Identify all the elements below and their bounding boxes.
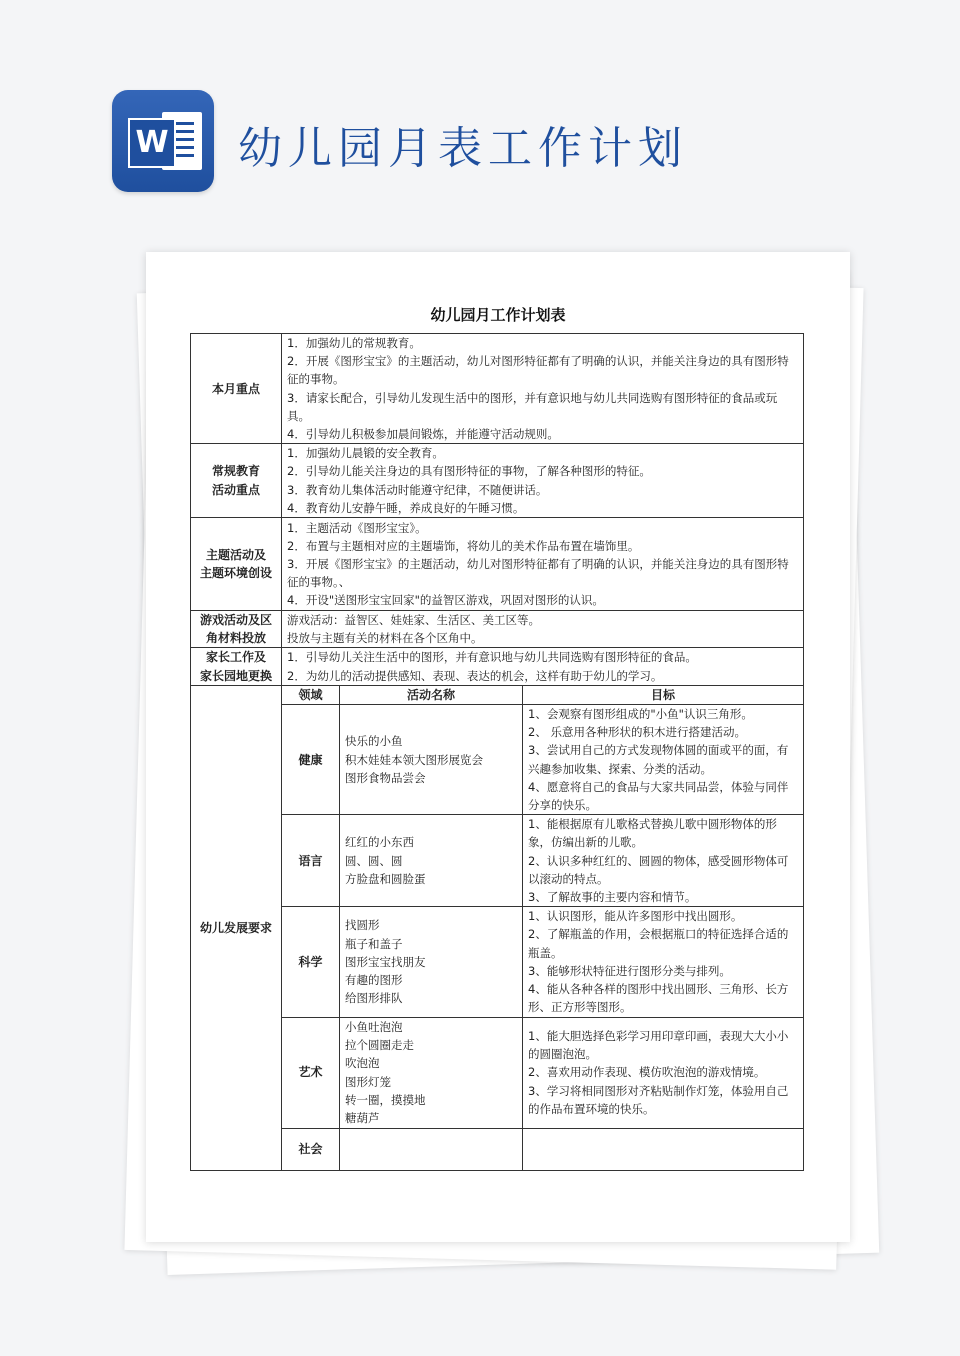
row-label: 家长工作及 家长园地更换 bbox=[191, 648, 282, 685]
goal-item: 1、认识图形，能从许多图形中找出圆形。 bbox=[528, 909, 743, 924]
document-title: 幼儿园月工作计划表 bbox=[430, 306, 566, 324]
row-content bbox=[282, 518, 804, 611]
activity-item: 小鱼吐泡泡 bbox=[345, 1019, 403, 1034]
domain-name: 科学 bbox=[282, 907, 340, 1017]
activity-item: 快乐的小鱼 bbox=[345, 734, 403, 749]
word-icon bbox=[112, 90, 214, 192]
domain-name: 语言 bbox=[282, 815, 340, 907]
content-line: 3．教育幼儿集体活动时能遵守纪律，不随便讲话。 bbox=[287, 482, 548, 497]
content-line: 4．开设"送图形宝宝回家"的益智区游戏，巩固对图形的认识。 bbox=[287, 593, 604, 608]
goal-item: 1、能根据原有儿歌格式替换儿歌中圆形物体的形象，仿编出新的儿歌。 bbox=[528, 817, 777, 850]
activity-item: 拉个圆圈走走 bbox=[345, 1038, 414, 1053]
activity-item: 给图形排队 bbox=[345, 991, 403, 1006]
activity-item: 有趣的图形 bbox=[345, 972, 403, 987]
row-content bbox=[282, 648, 804, 685]
plan-table bbox=[190, 333, 804, 1171]
content-line: 2．布置与主题相对应的主题墙饰，将幼儿的美术作品布置在墙饰里。 bbox=[287, 538, 640, 553]
domain-row-art bbox=[191, 1017, 804, 1128]
goal-list bbox=[523, 705, 804, 815]
goal-list bbox=[523, 907, 804, 1017]
activity-item: 找圆形 bbox=[345, 918, 380, 933]
table-row bbox=[191, 334, 804, 444]
activity-item: 圆、圆、圆 bbox=[345, 853, 403, 868]
goal-item: 4、能从各种各样的图形中找出圆形、三角形、长方形、正方形等图形。 bbox=[528, 982, 789, 1015]
content-line: 4．引导幼儿积极参加晨间锻炼，并能遵守活动规则。 bbox=[287, 427, 559, 442]
domain-row-science bbox=[191, 907, 804, 1017]
activity-item: 吹泡泡 bbox=[345, 1056, 380, 1071]
goal-item: 3、尝试用自己的方式发现物体圆的面或平的面，有兴趣参加收集、探索、分类的活动。 bbox=[528, 743, 789, 776]
content-line: 2．为幼儿的活动提供感知、表现、表达的机会，这样有助于幼儿的学习。 bbox=[287, 668, 663, 683]
content-line: 1．加强幼儿晨锻的安全教育。 bbox=[287, 446, 444, 461]
table-row bbox=[191, 444, 804, 518]
development-header-row bbox=[191, 685, 804, 704]
goal-item: 2、 乐意用各种形状的积木进行搭建活动。 bbox=[528, 725, 746, 740]
goal-item: 2、认识多种红红的、圆圆的物体，感受圆形物体可以滚动的特点。 bbox=[528, 853, 789, 886]
header-domain: 领域 bbox=[282, 685, 340, 704]
table-row bbox=[191, 518, 804, 611]
activity-item: 积木娃娃本领大图形展览会 bbox=[345, 752, 483, 767]
content-line: 3．开展《图形宝宝》的主题活动，幼儿对图形特征都有了明确的认识，并能关注身边的具有图形特征的事物。、 bbox=[287, 556, 789, 590]
row-label: 常规教育 活动重点 bbox=[191, 444, 282, 518]
content-line: 游戏活动：益智区、娃娃家、生活区、美工区等。 bbox=[287, 613, 540, 628]
goal-item: 1、会观察有图形组成的"小鱼"认识三角形。 bbox=[528, 707, 753, 722]
activity-item: 图形灯笼 bbox=[345, 1074, 391, 1089]
document-page bbox=[146, 252, 850, 1242]
content-line: 2．引导幼儿能关注身边的具有图形特征的事物，了解各种图形的特征。 bbox=[287, 464, 651, 479]
goal-item: 1、能大胆选择色彩学习用印章印画，表现大大小小的圆圈泡泡。 bbox=[528, 1028, 789, 1062]
header-goal: 目标 bbox=[523, 685, 804, 704]
activity-item: 图形宝宝找朋友 bbox=[345, 954, 426, 969]
content-line: 1．加强幼儿的常规教育。 bbox=[287, 336, 421, 350]
domain-name: 艺术 bbox=[282, 1017, 340, 1128]
content-line: 1．主题活动《图形宝宝》。 bbox=[287, 520, 427, 535]
activity-item: 红红的小东西 bbox=[345, 835, 414, 850]
row-label: 本月重点 bbox=[191, 334, 282, 444]
domain-name: 健康 bbox=[282, 705, 340, 815]
goal-item: 3、学习将相同图形对齐粘贴制作灯笼，体验用自己的作品布置环境的快乐。 bbox=[528, 1083, 789, 1116]
goal-item: 3、了解故事的主要内容和情节。 bbox=[528, 890, 697, 905]
goal-list bbox=[523, 815, 804, 907]
table-row bbox=[191, 611, 804, 648]
row-label: 主题活动及 主题环境创设 bbox=[191, 518, 282, 611]
activity-item: 糖葫芦 bbox=[345, 1110, 380, 1125]
table-row bbox=[191, 648, 804, 685]
content-line: 4．教育幼儿安静午睡，养成良好的午睡习惯。 bbox=[287, 500, 525, 515]
goal-item: 2、喜欢用动作表现、模仿吹泡泡的游戏情境。 bbox=[528, 1065, 766, 1080]
activity-item: 图形食物品尝会 bbox=[345, 770, 426, 785]
activity-list bbox=[340, 907, 523, 1017]
goal-list bbox=[523, 1128, 804, 1170]
row-content bbox=[282, 334, 804, 444]
goal-list bbox=[523, 1017, 804, 1128]
content-line: 2．开展《图形宝宝》的主题活动，幼儿对图形特征都有了明确的认识，并能关注身边的具有图形特征的事物。 bbox=[287, 354, 789, 387]
row-content bbox=[282, 611, 804, 648]
header-activity: 活动名称 bbox=[340, 685, 523, 704]
activity-item: 方脸盘和圆脸蛋 bbox=[345, 871, 426, 886]
activity-list bbox=[340, 1017, 523, 1128]
activity-list bbox=[340, 705, 523, 815]
content-line: 投放与主题有关的材料在各个区角中。 bbox=[287, 631, 483, 646]
word-letter: W bbox=[128, 118, 176, 168]
page-title: 幼儿园月表工作计划 bbox=[238, 123, 688, 174]
row-content bbox=[282, 444, 804, 518]
content-line: 3．请家长配合，引导幼儿发现生活中的图形，并有意识地与幼儿共同选购有图形特征的食品或玩具。 bbox=[287, 390, 778, 423]
domain-name: 社会 bbox=[282, 1128, 340, 1170]
content-line: 1．引导幼儿关注生活中的图形，并有意识地与幼儿共同选购有图形特征的食品。 bbox=[287, 650, 697, 665]
header bbox=[0, 0, 960, 230]
development-label: 幼儿发展要求 bbox=[191, 685, 282, 1170]
activity-item: 转一圈，摸摸地 bbox=[345, 1092, 426, 1107]
activity-list bbox=[340, 815, 523, 907]
activity-list bbox=[340, 1128, 523, 1170]
domain-row-language bbox=[191, 815, 804, 907]
domain-row-health bbox=[191, 705, 804, 815]
goal-item: 3、能够形状特征进行图形分类与排列。 bbox=[528, 963, 731, 978]
row-label: 游戏活动及区 角材料投放 bbox=[191, 611, 282, 648]
goal-item: 4、愿意将自己的食品与大家共同品尝，体验与同伴分享的快乐。 bbox=[528, 779, 789, 813]
activity-item: 瓶子和盖子 bbox=[345, 936, 403, 951]
domain-row-social bbox=[191, 1128, 804, 1170]
goal-item: 2、了解瓶盖的作用，会根据瓶口的特征选择合适的瓶盖。 bbox=[528, 927, 789, 960]
